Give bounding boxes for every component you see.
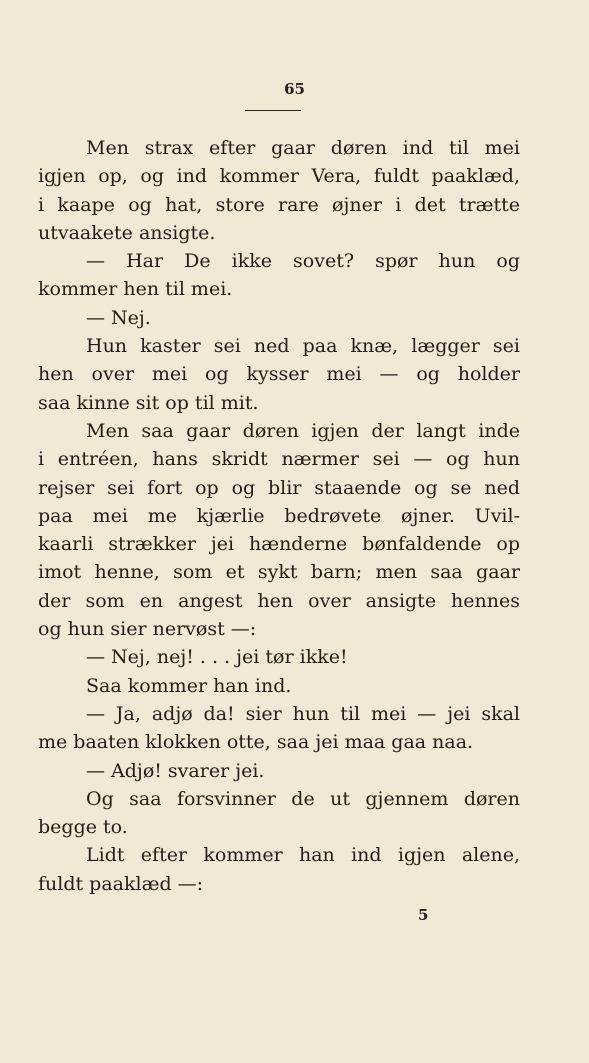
text-line: kaarli strækker jei hænderne bønfaldende op bbox=[38, 533, 520, 556]
text-line: hen over mei og kysser mei — og holder bbox=[38, 363, 520, 386]
body-text bbox=[38, 134, 520, 898]
text-line: rejser sei fort op og blir staaende og se ned bbox=[38, 476, 520, 499]
text-line: og hun sier nervøst —: bbox=[38, 618, 257, 641]
text-line: Hun kaster sei ned paa knæ, lægger sei bbox=[86, 335, 520, 358]
text-line: Og saa forsvinner de ut gjennem døren bbox=[86, 787, 520, 810]
text-line: — Adjø! svarer jei. bbox=[86, 759, 265, 782]
text-line: Men strax efter gaar døren ind til mei bbox=[86, 137, 520, 159]
text-line: imot henne, som et sykt barn; men saa gaar bbox=[38, 561, 520, 584]
text-line: igjen op, og ind kommer Vera, fuldt paaklæd, bbox=[38, 165, 520, 188]
text-line: — Har De ikke sovet? spør hun og bbox=[86, 250, 520, 273]
text-line: — Ja, adjø da! sier hun til mei — jei skal bbox=[86, 702, 520, 725]
text-line: Men saa gaar døren igjen der langt inde bbox=[86, 419, 520, 442]
text-line: begge to. bbox=[38, 816, 128, 839]
page-number-rule bbox=[245, 110, 301, 111]
text-line: fuldt paaklæd —: bbox=[38, 872, 204, 895]
signature-mark: 5 bbox=[418, 906, 429, 924]
text-line: saa kinne sit op til mit. bbox=[38, 391, 259, 414]
text-line: me baaten klokken otte, saa jei maa gaa naa. bbox=[38, 731, 474, 754]
text-line: — Nej, nej! . . . jei tør ikke! bbox=[86, 646, 348, 669]
text-line: kommer hen til mei. bbox=[38, 278, 233, 301]
text-line: utvaakete ansigte. bbox=[38, 221, 216, 244]
text-line: i entréen, hans skridt nærmer sei — og hun bbox=[38, 448, 520, 471]
text-line: i kaape og hat, store rare øjner i det trætte bbox=[38, 193, 520, 216]
text-line: — Nej. bbox=[86, 306, 151, 329]
text-line: Lidt efter kommer han ind igjen alene, bbox=[86, 844, 520, 867]
page-number: 65 bbox=[284, 80, 305, 98]
text-line: Saa kommer han ind. bbox=[86, 674, 292, 697]
text-line: paa mei me kjærlie bedrøvete øjner. Uvil- bbox=[38, 504, 520, 527]
text-line: der som en angest hen over ansigte hennes bbox=[38, 589, 520, 612]
